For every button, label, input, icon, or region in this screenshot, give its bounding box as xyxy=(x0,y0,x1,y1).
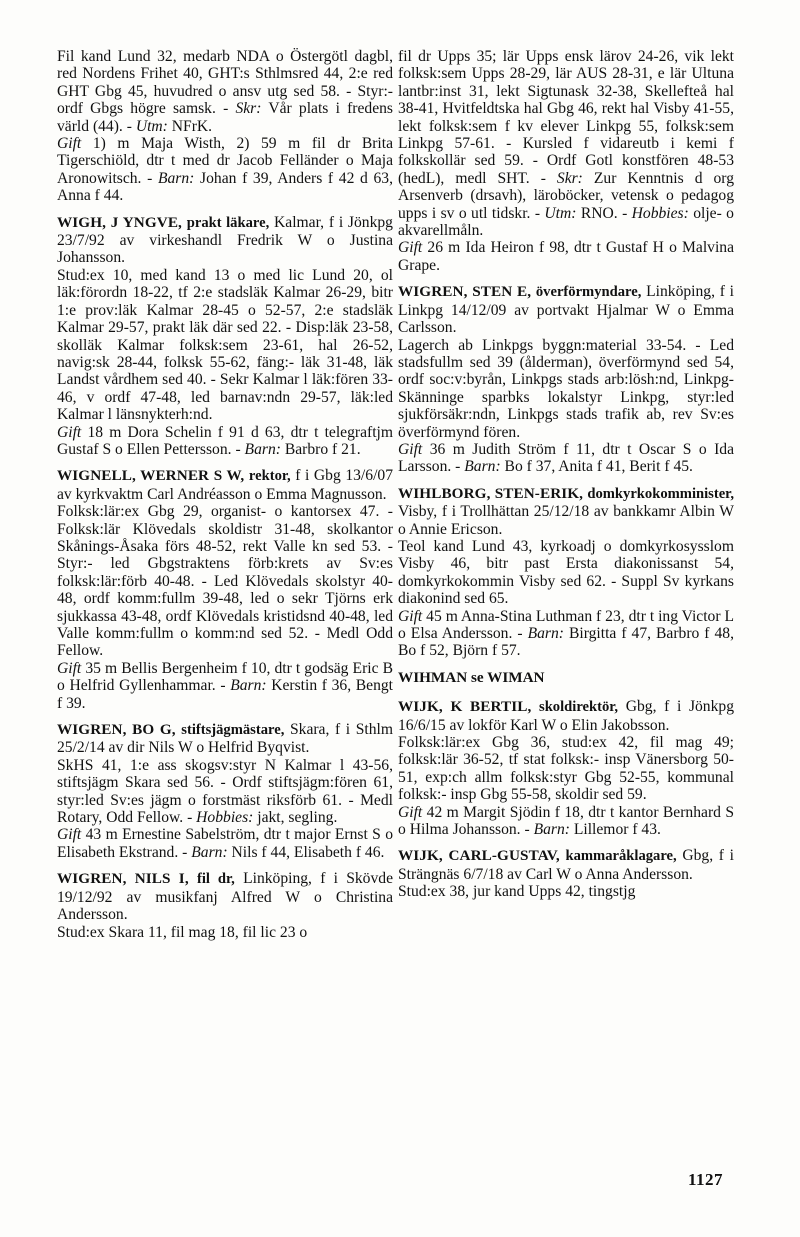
entry-name: WIGH, J YNGVE, xyxy=(57,213,182,231)
entry-family: Gift 43 m Ernestine Sabelström, dtr t major Ernst S o Elisabeth Ekstrand. - Barn: Nils f 44, Elisabeth f 46. xyxy=(57,826,393,861)
entry-continued xyxy=(57,48,393,205)
cross-reference: WIHMAN se WIMAN xyxy=(398,668,545,686)
label-skr: Skr: xyxy=(235,100,262,118)
entry-head: WIGREN, BO G, stiftsjägmästare, Skara, f i Sthlm 25/2/14 av dir Nils W o Helfrid Byqvist. xyxy=(57,721,393,757)
entry-name: WIGREN, BO G, xyxy=(57,721,176,739)
entry-family: Gift 36 m Judith Ström f 11, dtr t Oscar S o Ida Larsson. - Barn: Bo f 37, Anita f 41, Berit f 45. xyxy=(398,440,734,476)
entry-title: prakt läkare, xyxy=(186,214,270,231)
entry-family: Gift 1) m Maja Wisth, 2) 59 m fil dr Brita Tigerschiöld, dtr t med dr Jacob Felländer o Maja Aronowitsch. - Barn: Johan f 39, Anders f 42 d 63, Anna f 44. xyxy=(57,135,393,205)
entry-head: WIGREN, STEN E, överförmyndare, Linköping, f i Linkpg 14/12/09 av portvakt Hjalmar W o Emma Carlsson. xyxy=(398,283,734,337)
entry-name: WIGNELL, WERNER S W, xyxy=(57,467,245,485)
entry-name: WIHLBORG, STEN-ERIK, xyxy=(398,484,584,502)
entry-wigh xyxy=(57,214,393,459)
entry-head: WIGH, J YNGVE, prakt läkare, Kalmar, f i Jönkpg 23/7/92 av virkeshandl Fredrik W o Justina Johansson. xyxy=(57,213,393,267)
entry-wigren-sten xyxy=(398,283,734,475)
entry-head: WIJK, K BERTIL, skoldirektör, Gbg, f i Jönkpg 16/6/15 av lokför Karl W o Elin Jakobsson. xyxy=(398,698,734,734)
right-column xyxy=(398,48,734,910)
entry-family: Gift 45 m Anna-Stina Luthman f 23, dtr t ing Victor L o Elsa Andersson. - Barn: Birgitta f 47, Barbro f 48, Bo f 52, Björn f 57. xyxy=(398,607,734,660)
entry-career: Stud:ex Skara 11, fil mag 18, fil lic 23 o xyxy=(57,923,308,941)
left-column xyxy=(57,48,393,950)
entry-wijk-carl xyxy=(398,847,734,900)
entry-wigren-bo xyxy=(57,721,393,861)
entry-head: WIGREN, NILS I, fil dr, Linköping, f i Skövde 19/12/92 av musikfanj Alfred W o Christina Andersson. xyxy=(57,870,393,924)
entry-title: fil dr, xyxy=(196,871,235,888)
entry-family: Gift 26 m Ida Heiron f 98, dtr t Gustaf H o Malvina Grape. xyxy=(398,239,734,274)
page-number: 1127 xyxy=(688,1170,724,1189)
entry-family: Gift 35 m Bellis Bergenheim f 10, dtr t godsäg Eric B o Helfrid Gyllenhammar. - Barn: Kerstin f 36, Bengt f 39. xyxy=(57,659,394,712)
entry-family: Gift 18 m Dora Schelin f 91 d 63, dtr t telegraftjm Gustaf S o Ellen Pettersson. - Barn: Barbro f 21. xyxy=(57,423,393,458)
entry-title: överförmyndare, xyxy=(535,284,642,301)
entry-career: fil dr Upps 35; lär Upps ensk lärov 24-26, vik lekt folksk:sem Upps 28-29, lär AUS 28-31, e lär Ultuna lantbr:inst 31, lekt Sigtunask 32-38, Skellefteå hal 38-41, Hvitfeldtska hal Gbg 46, rekt hal Visby 41-55, lekt folksk:sem f kv elever Linkpg 55, folksk:sem Linkpg 57-61. - Kursled f vidareutb i kemi f folkskollär sed 59. - Ordf Gotl konstfören 48-53 (hedL), medl SHT. - Skr: Zur Kenntnis d org Arsenverb (drsavh), läroböcker, vetensk o pedagog upps i sv o utl tidskr. - Utm: RNO. - Hobbies: olje- o akvarellmåln. xyxy=(398,48,734,240)
entry-name: WIGREN, STEN E, xyxy=(398,283,532,301)
entry-head: WIJK, CARL-GUSTAV, kammaråklagare, Gbg, f i Strängnäs 6/7/18 av Carl W o Anna Andersson. xyxy=(398,847,734,883)
entry-title: skoldirektör, xyxy=(539,699,619,716)
entry-name: WIJK, CARL-GUSTAV, xyxy=(398,847,560,865)
entry-career: Folksk:lär:ex Gbg 36, stud:ex 42, fil mag 49; folksk:lär 36-52, tf stat folksk:- insp Vänersborg 50-51, exp:ch allm folksk:styr Gbg 52-55, kommunal folksk:- insp Gbg 55-58, skoldir sed 59. xyxy=(398,734,734,804)
entry-family: Gift 42 m Margit Sjödin f 18, dtr t kantor Bernhard S o Hilma Johansson. - Barn: Lillemor f 43. xyxy=(398,803,734,839)
entry-title: rektor, xyxy=(248,468,291,485)
entry-title: stiftsjägmästare, xyxy=(181,722,285,739)
entry-name: WIJK, K BERTIL, xyxy=(398,698,532,716)
label-gift: Gift xyxy=(57,135,82,153)
entry-name: WIGREN, NILS I, xyxy=(57,870,189,888)
entry-career: Stud:ex 10, med kand 13 o med lic Lund 20, ol läk:förordn 18-22, tf 2:e stadsläk Kalmar 26-29, bitr 1:e prov:läk Kalmar 28-45 o 52-57, 2:e stadsläk Kalmar 29-57, prakt läk där sed 22. - Disp:läk 23-58, skolläk Kalmar folksk:sem 23-61, hal 26-52, navig:sk 28-44, folksk 55-62, fäng:- läk 31-48, läk Landst vårdhem sed 40. - Sekr Kalmar l läk:fören 33-46, v ordf 47-48, led barnav:ndn 29-57, läk:led Kalmar l länsnykterh:nd. xyxy=(57,266,393,424)
entry-head: WIGNELL, WERNER S W, rektor, f i Gbg 13/6/07 av kyrkvaktm Carl Andréasson o Emma Magnusson. xyxy=(57,467,393,503)
entry-career: Teol kand Lund 43, kyrkoadj o domkyrkosysslom Visby 46, bitr past Ersta diakonissanst 54, domkyrkokommin Visby sed 62. - Suppl Sv kyrkans diakonind sed 65. xyxy=(398,537,734,608)
entry-wigren-nils xyxy=(57,870,393,941)
entry-wihlborg xyxy=(398,485,734,660)
label-utm: Utm: xyxy=(135,117,168,135)
entry-text: Fil kand Lund 32, medarb NDA o Östergötl dagbl, red Nordens Frihet 40, GHT:s Sthlmsred 44, 2:e red GHT Gbg 45, huvudred o ansv utg sed 58. - Styr:- ordf Gbgs högre samsk. - Skr: Vår plats i fredens värld (44). - Utm: NFrK. xyxy=(57,48,393,135)
entry-career: Folksk:lär:ex Gbg 29, organist- o kantorsex 47. - Folksk:lär Klövedals skoldistr 31-48, skolkantor Skånings-Åsaka förs 48-52, rekt Valle kn sed 53. - Styr:- led Gbgstraktens förb:krets av Sv:es folksk:lär:förb 40-48. - Led Klövedals skolstyr 40-48, ordf komm:fullm 39-48, led o sekr Tjörns erk sjukkassa 43-48, ordf Klövedals kristidsnd 40-48, led Valle komm:fullm o komm:nd sed 52. - Medl Odd Fellow. xyxy=(57,503,393,660)
entry-wigren-nils-continued xyxy=(398,48,734,274)
entry-title: kammaråklagare, xyxy=(565,848,677,865)
entry-career: SkHS 41, 1:e ass skogsv:styr N Kalmar l 43-56, stiftsjägm Skara sed 56. - Ordf stiftsjägm:fören 61, styr:led Sv:es jägm o forstmäst riksförb 61. - Medl Rotary, Odd Fellow. - Hobbies: jakt, segling. xyxy=(57,756,393,827)
entry-career: Lagerch ab Linkpgs byggn:material 33-54. - Led stadsfullm sed 39 (ålderman), överförmynd sed 54, ordf soc:v:byrån, Linkpgs stads arb:lösh:nd, Linkpg-Skänninge sparbks lokalstyr Linkpg, styr:led sjukförsäkr:ndn, Linkpgs stads trafik ab, rev Sv:es överförmynd fören. xyxy=(398,336,734,441)
entry-wijk-bertil xyxy=(398,698,734,838)
entry-wignell xyxy=(57,467,393,712)
entry-title: domkyrkokomminister, xyxy=(587,485,734,502)
entry-career: Stud:ex 38, jur kand Upps 42, tingstjg xyxy=(398,883,636,901)
label-barn: Barn: xyxy=(157,169,195,187)
entry-head: WIHLBORG, STEN-ERIK, domkyrkokomminister, Visby, f i Trollhättan 25/12/18 av bankkamr Albin W o Annie Ericson. xyxy=(398,484,734,538)
